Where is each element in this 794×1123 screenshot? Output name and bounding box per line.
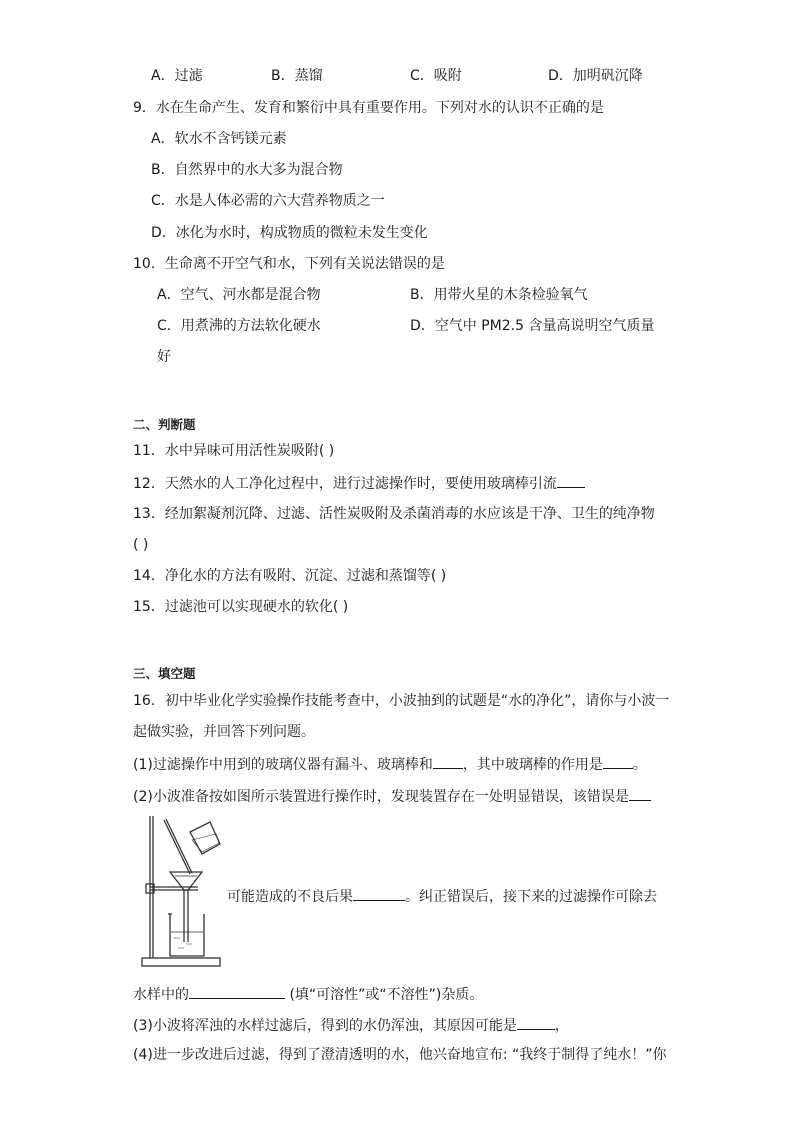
q10-option-a: A．空气、河水都是混合物: [157, 287, 321, 303]
q16-part-1: [133, 754, 647, 774]
filtration-apparatus-figure: [140, 814, 222, 970]
q16-part-1-blank-1[interactable]: [433, 754, 463, 769]
q8-option-b: B．蒸馏: [271, 68, 323, 84]
q16-part-4: (4)进一步改进后过滤，得到了澄清透明的水，他兴奋地宣布: “我终于制得了纯水！”你: [133, 1047, 667, 1063]
q14: 14．净化水的方法有吸附、沉淀、过滤和蒸馏等( ): [133, 568, 447, 584]
q16-part-3-text-b: ，: [554, 1018, 569, 1034]
q16-part-3-text-a: (3)小波将浑浊的水样过滤后，得到的水仍浑浊，其原因可能是: [133, 1018, 517, 1034]
q12-answer-blank[interactable]: [557, 473, 585, 488]
q10-stem: 10．生命离不开空气和水，下列有关说法错误的是: [133, 256, 445, 272]
q12: [133, 473, 585, 493]
q16-part-2-blank-impurity[interactable]: [189, 984, 285, 999]
q10-option-d-continued: 好: [157, 349, 171, 365]
q16-stem-line-2: 起做实验，并回答下列问题。: [133, 724, 315, 740]
q13: 13．经加絮凝剂沉降、过滤、活性炭吸附及杀菌消毒的水应该是干净、卫生的纯净物: [133, 506, 655, 522]
q16-part-1-text-c: 。: [632, 757, 647, 773]
q16-part-1-text-a: (1)过滤操作中用到的玻璃仪器有漏斗、玻璃棒和: [133, 757, 433, 773]
q16-part-3-blank[interactable]: [517, 1015, 555, 1030]
q16-part-3: [133, 1015, 569, 1035]
q11: 11．水中异味可用活性炭吸附( ): [133, 443, 335, 459]
q16-part-2-final: [133, 984, 483, 1004]
q12-text: 12．天然水的人工净化过程中，进行过滤操作时，要使用玻璃棒引流: [133, 476, 557, 492]
q9-option-c: C．水是人体必需的六大营养物质之一: [151, 193, 385, 209]
q8-option-d: D．加明矾沉降: [548, 68, 643, 84]
q16-part-2-text-c: 。纠正错误后，接下来的过滤操作可除去: [405, 889, 657, 905]
q13-parenthesis: ( ): [133, 537, 149, 553]
q16-part-2-text-e: (填“可溶性”或“不溶性”)杂质。: [285, 987, 484, 1003]
q10-option-c: C．用煮沸的方法软化硬水: [157, 318, 321, 334]
section-heading-fill-in: 三、填空题: [133, 666, 196, 681]
q16-part-1-blank-2[interactable]: [603, 754, 633, 769]
q16-part-2-text-d: 水样中的: [133, 987, 189, 1003]
q9-option-b: B．自然界中的水大多为混合物: [151, 162, 343, 178]
q16-part-2-text-a: (2)小波准备按如图所示装置进行操作时，发现装置存在一处明显错误，该错误是: [133, 789, 629, 805]
q16-part-2-text-b: 可能造成的不良后果: [227, 889, 353, 905]
q15: 15．过滤池可以实现硬水的软化( ): [133, 599, 349, 615]
q8-option-a: A．过滤: [151, 68, 203, 84]
q16-stem-line-1: 16．初中毕业化学实验操作技能考查中，小波抽到的试题是“水的净化”，请你与小波一: [133, 693, 670, 709]
q16-part-2-continued: [227, 886, 657, 906]
q16-part-2-blank-error[interactable]: [629, 786, 651, 801]
q8-option-c: C．吸附: [410, 68, 462, 84]
q16-part-2-blank-consequence[interactable]: [353, 886, 405, 901]
q9-stem: 9．水在生命产生、发育和繁衍中具有重要作用。下列对水的认识不正确的是: [133, 100, 604, 116]
q9-option-d: D．冰化为水时，构成物质的微粒未发生变化: [151, 225, 428, 241]
q10-option-b: B．用带火星的木条检验氧气: [410, 287, 588, 303]
q16-part-2: [133, 786, 651, 806]
q9-option-a: A．软水不含钙镁元素: [151, 131, 287, 147]
q16-part-1-text-b: ，其中玻璃棒的作用是: [462, 757, 603, 773]
q10-option-d: D．空气中 PM2.5 含量高说明空气质量: [410, 318, 655, 334]
section-heading-judgement: 二、判断题: [133, 417, 196, 432]
